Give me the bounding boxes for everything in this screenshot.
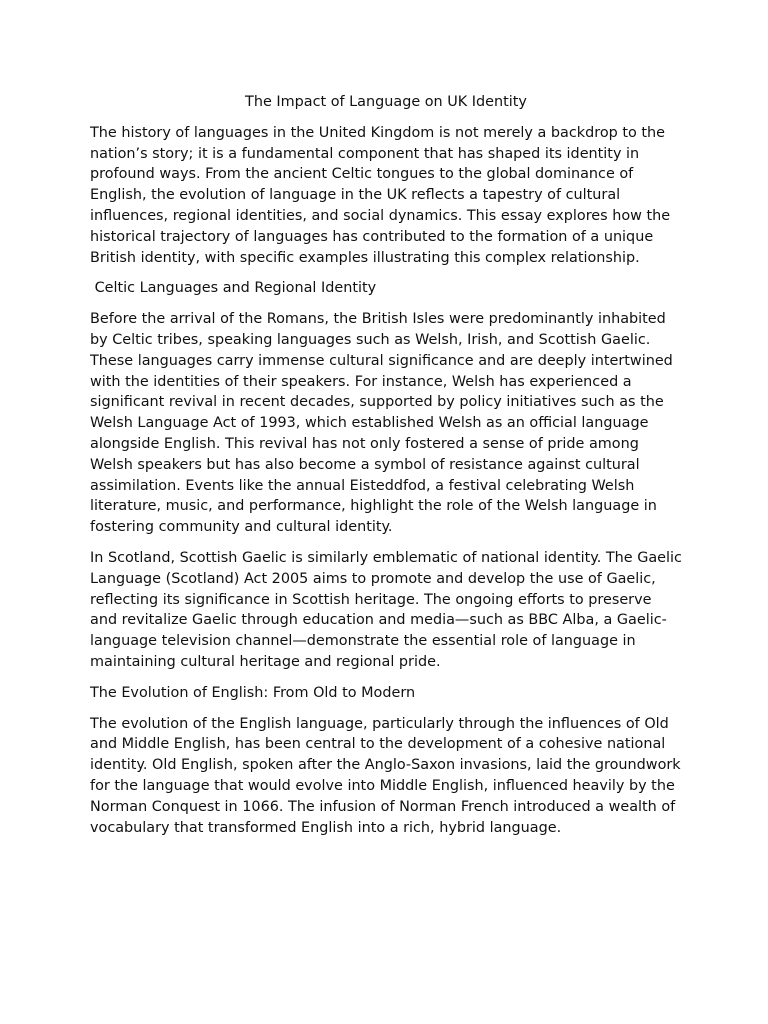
document-title: The Impact of Language on UK Identity xyxy=(245,94,527,110)
section-heading-english: The Evolution of English: From Old to Modern xyxy=(90,684,416,701)
document-page xyxy=(90,92,682,848)
english-paragraph: The evolution of the English language, particularly through the influences of Old and Middle English, has been central to the development of a cohesive national identity. Old English, spoken after the Anglo-Saxon invasions, laid the groundwork for the language that would evolve into Middle English, influenced heavily by the Norman Conquest in 1066. The infusion of Norman French introduced a wealth of vocabulary that transformed English into a rich, hybrid language. xyxy=(90,715,681,836)
celtic-paragraph-gaelic: In Scotland, Scottish Gaelic is similarly emblematic of national identity. The Gaelic Language (Scotland) Act 2005 aims to promote and develop the use of Gaelic, reflecting its significance in Scottish heritage. The ongoing efforts to preserve and revitalize Gaelic through education and media—such as BBC Alba, a Gaelic-language television channel—demonstrate the essential role of language in maintaining cultural heritage and regional pride. xyxy=(90,549,682,670)
intro-paragraph: The history of languages in the United Kingdom is not merely a backdrop to the nation’s story; it is a fundamental component that has shaped its identity in profound ways. From the ancient Celtic tongues to the global dominance of English, the evolution of language in the UK reflects a tapestry of cultural influences, regional identities, and social dynamics. This essay explores how the historical trajectory of languages has contributed to the formation of a unique British identity, with specific examples illustrating this complex relationship. xyxy=(90,124,671,266)
section-heading-celtic: Celtic Languages and Regional Identity xyxy=(90,280,377,297)
celtic-paragraph-welsh: Before the arrival of the Romans, the British Isles were predominantly inhabited by Celtic tribes, speaking languages such as Welsh, Irish, and Scottish Gaelic. These languages carry immense cultural significance and are deeply intertwined with the identities of their speakers. For instance, Welsh has experienced a significant revival in recent decades, supported by policy initiatives such as the Welsh Language Act of 1993, which established Welsh as an official language alongside English. This revival has not only fostered a sense of pride among Welsh speakers but has also become a symbol of resistance against cultural assimilation. Events like the annual Eisteddfod, a festival celebrating Welsh literature, music, and performance, highlight the role of the Welsh language in fostering community and cultural identity. xyxy=(90,311,673,536)
